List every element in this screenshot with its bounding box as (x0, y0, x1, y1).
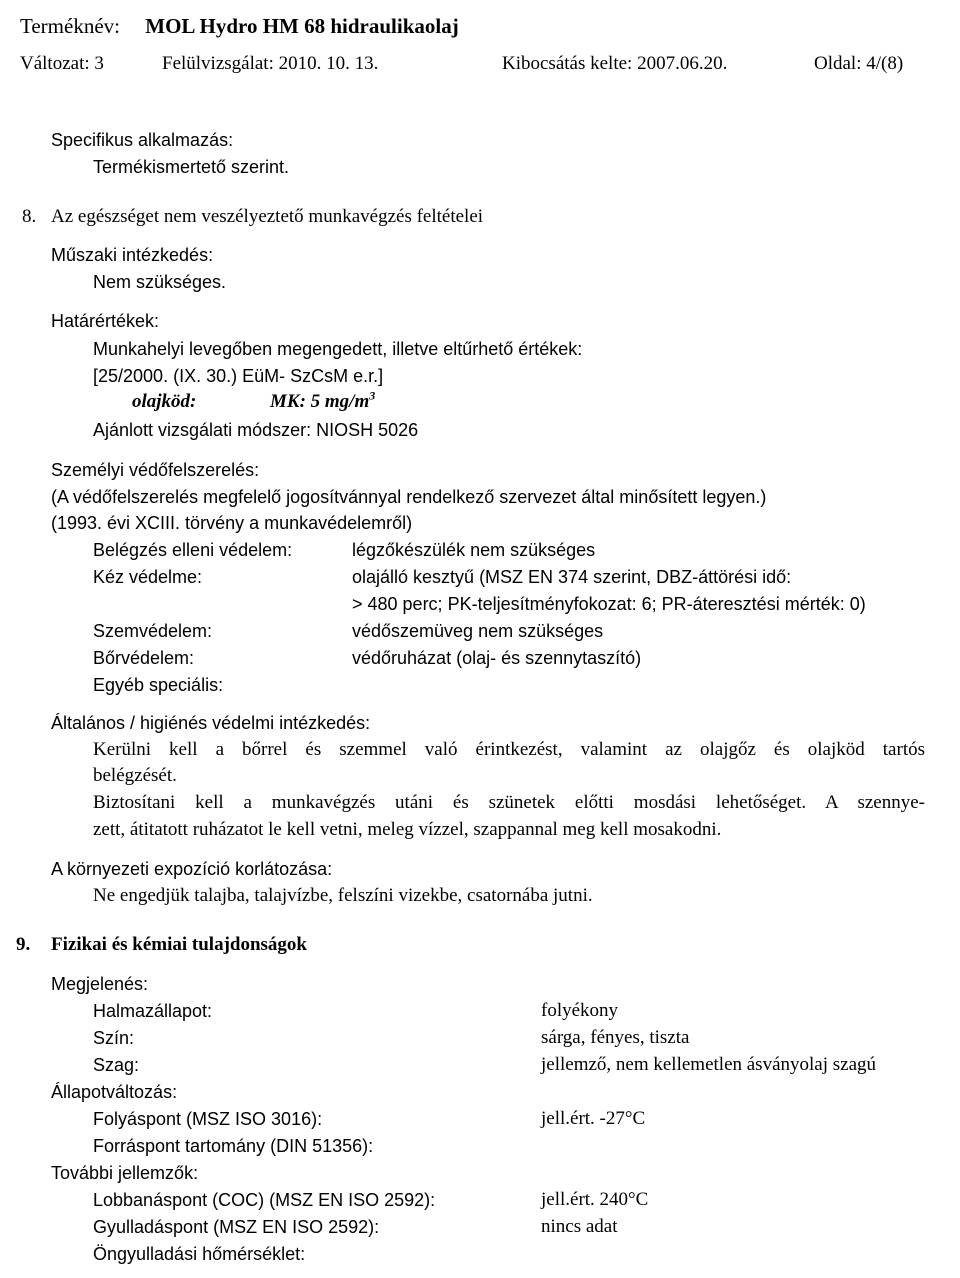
state-change-label: Állapotváltozás: (51, 1082, 178, 1102)
pour-point-label: Folyáspont (MSZ ISO 3016): (93, 1109, 323, 1129)
appearance-label: Megjelenés: (51, 974, 149, 994)
respiratory-value: légzőkészülék nem szükséges (352, 540, 596, 560)
pour-point-value: jell.ért. -27°C (541, 1108, 646, 1129)
specific-use-label: Specifikus alkalmazás: (51, 130, 234, 150)
ignition-point-label: Gyulladáspont (MSZ EN ISO 2592): (93, 1217, 380, 1237)
skin-label: Bőrvédelem: (93, 648, 195, 668)
section9-title: Fizikai és kémiai tulajdonságok (51, 934, 307, 955)
limits-line2: [25/2000. (IX. 30.) EüM- SzCsM e.r.] (93, 366, 384, 386)
specific-use-value: Termékismertető szerint. (93, 157, 290, 177)
oil-mist-label: olajköd: (132, 391, 197, 412)
section8-title: Az egészséget nem veszélyeztető munkavégzés feltételei (51, 206, 484, 227)
ppe-line1: (A védőfelszerelés megfelelő jogosítvánnyal rendelkező szervezet által minősített legyen.) (51, 487, 767, 507)
header-product (20, 14, 459, 38)
state-value: folyékony (541, 1000, 619, 1021)
issue-date: Kibocsátás kelte: 2007.06.20. (502, 53, 728, 74)
hand-value-line1: olajálló kesztyű (MSZ EN 374 szerint, DBZ-áttörési idő: (352, 567, 792, 587)
hygiene-p1-line1: Kerülni kell a bőrrel és szemmel való érintkezést, valamint az olajgőz és olajköd tartós (93, 739, 925, 760)
version-info: Változat: 3 (20, 53, 104, 74)
odor-label: Szag: (93, 1055, 140, 1075)
color-label: Szín: (93, 1028, 135, 1048)
limits-line1: Munkahelyi levegőben megengedett, illetve eltűrhető értékek: (93, 339, 583, 359)
eye-label: Szemvédelem: (93, 621, 213, 641)
skin-value: védőruházat (olaj- és szennytaszító) (352, 648, 642, 668)
page-number: Oldal: 4/(8) (814, 53, 904, 74)
more-properties-label: További jellemzők: (51, 1163, 199, 1183)
section9-number: 9. (16, 934, 31, 955)
hand-value-line2: > 480 perc; PK-teljesítményfokozat: 6; PR-áteresztési mérték: 0) (352, 594, 866, 614)
respiratory-label: Belégzés elleni védelem: (93, 540, 293, 560)
autoignition-label: Öngyulladási hőmérséklet: (93, 1244, 306, 1264)
revision-date: Felülvizsgálat: 2010. 10. 13. (162, 53, 379, 74)
ppe-label: Személyi védőfelszerelés: (51, 460, 260, 480)
hygiene-p1-line2: belégzését. (93, 765, 177, 786)
test-method: Ajánlott vizsgálati módszer: NIOSH 5026 (93, 420, 419, 440)
flash-point-coc-label: Lobbanáspont (COC) (MSZ EN ISO 2592): (93, 1190, 436, 1210)
tech-measures-value: Nem szükséges. (93, 272, 227, 292)
flash-point-coc-value: jell.ért. 240°C (541, 1189, 649, 1210)
oil-mist-value: MK: 5 $mg/m^3$ (270, 388, 376, 412)
eye-value: védőszemüveg nem szükséges (352, 621, 604, 641)
hand-label: Kéz védelme: (93, 567, 203, 587)
hygiene-p2-line1: Biztosítani kell a munkavégzés utáni és szünetek előtti mosdási lehetőséget. A szennye- (93, 792, 925, 813)
product-name: MOL Hydro HM 68 hidraulikaolaj (145, 14, 459, 38)
section8-number: 8. (22, 206, 37, 227)
color-value: sárga, fényes, tiszta (541, 1027, 690, 1048)
env-value: Ne engedjük talajba, talajvízbe, felszíni vizekbe, csatornába jutni. (93, 885, 593, 906)
product-label: Terméknév: (20, 14, 120, 38)
hygiene-p2-line2: zett, átitatott ruházatot le kell vetni, meleg vízzel, szappannal meg kell mosakodni. (93, 819, 722, 840)
limits-label: Határértékek: (51, 311, 160, 331)
env-label: A környezeti expozíció korlátozása: (51, 859, 333, 879)
boiling-range-label: Forráspont tartomány (DIN 51356): (93, 1136, 374, 1156)
other-label: Egyéb speciális: (93, 675, 224, 695)
state-label: Halmazállapot: (93, 1001, 213, 1021)
ignition-point-value: nincs adat (541, 1216, 618, 1237)
odor-value: jellemző, nem kellemetlen ásványolaj szagú (541, 1054, 877, 1075)
ppe-line2: (1993. évi XCIII. törvény a munkavédelemről) (51, 513, 413, 533)
tech-measures-label: Műszaki intézkedés: (51, 245, 214, 265)
hygiene-label: Általános / higiénés védelmi intézkedés: (51, 713, 371, 733)
